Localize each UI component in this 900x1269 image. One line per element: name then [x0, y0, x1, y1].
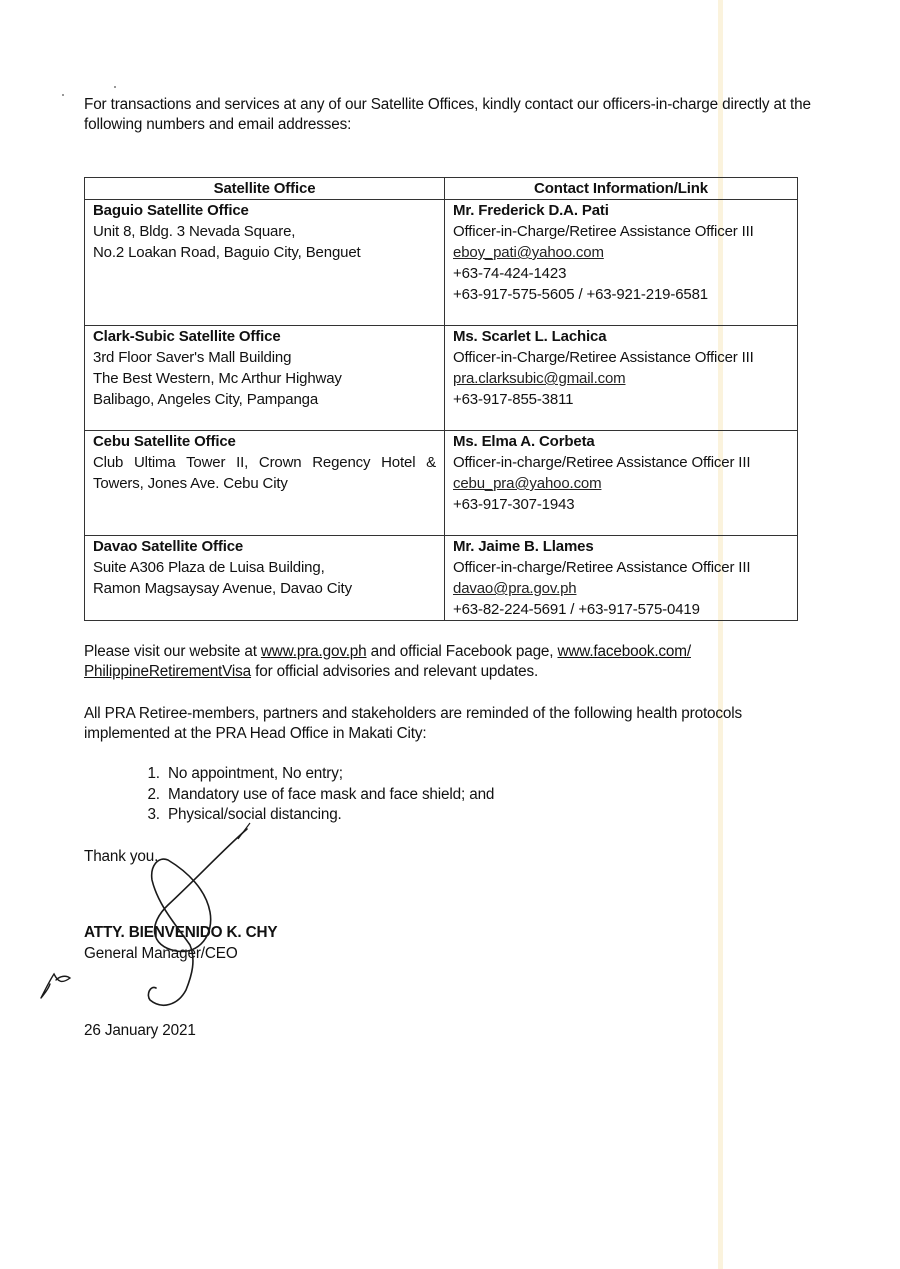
- contact-name: Ms. Scarlet L. Lachica: [453, 328, 607, 345]
- contact-email-link[interactable]: pra.clarksubic@gmail.com: [453, 370, 626, 387]
- office-name: Cebu Satellite Office: [93, 433, 236, 450]
- office-address: Club Ultima Tower II, Crown Regency Hotel & Towers, Jones Ave. Cebu City: [93, 454, 436, 492]
- website-suffix: for official advisories and relevant updates.: [251, 663, 539, 680]
- facebook-link-part2[interactable]: PhilippineRetirementVisa: [84, 663, 252, 680]
- office-address-line: The Best Western, Mc Arthur Highway: [93, 370, 342, 387]
- website-prefix: Please visit our website at: [84, 643, 261, 660]
- contact-name: Ms. Elma A. Corbeta: [453, 433, 595, 450]
- office-name: Clark-Subic Satellite Office: [93, 328, 281, 345]
- contact-email-link[interactable]: eboy_pati@yahoo.com: [453, 244, 604, 261]
- office-name: Baguio Satellite Office: [93, 202, 249, 219]
- list-item: 1. No appointment, No entry;: [164, 764, 494, 785]
- office-address-line: Unit 8, Bldg. 3 Nevada Square,: [93, 223, 296, 240]
- signer-name: ATTY. BIENVENIDO K. CHY: [84, 924, 278, 941]
- list-item: 2. Mandatory use of face mask and face shield; and: [164, 785, 494, 806]
- contact-phone: +63-82-224-5691 / +63-917-575-0419: [453, 601, 700, 618]
- office-address-line: No.2 Loakan Road, Baguio City, Benguet: [93, 244, 361, 261]
- contact-email-link[interactable]: cebu_pra@yahoo.com: [453, 475, 602, 492]
- header-satellite-office: Satellite Office: [85, 178, 445, 200]
- list-item: 3. Physical/social distancing.: [164, 805, 494, 826]
- contact-phone: +63-917-855-3811: [453, 391, 574, 408]
- contact-title: Officer-in-Charge/Retiree Assistance Officer III: [453, 349, 754, 366]
- office-address-line: Suite A306 Plaza de Luisa Building,: [93, 559, 325, 576]
- contact-name: Mr. Frederick D.A. Pati: [453, 202, 609, 219]
- office-address-line: 3rd Floor Saver's Mall Building: [93, 349, 292, 366]
- contact-name: Mr. Jaime B. Llames: [453, 538, 594, 555]
- contact-title: Officer-in-charge/Retiree Assistance Officer III: [453, 559, 751, 576]
- contact-phone: +63-917-307-1943: [453, 496, 575, 513]
- office-name: Davao Satellite Office: [93, 538, 244, 555]
- closing-thanks: Thank you.: [84, 848, 159, 865]
- signer-title: General Manager/CEO: [84, 945, 238, 962]
- reminder-paragraph: All PRA Retiree-members, partners and stakeholders are reminded of the following health protocols implemented at the PRA Head Office in Makati City:: [84, 705, 743, 742]
- facebook-link-part1[interactable]: www.facebook.com/: [557, 643, 691, 660]
- contact-title: Officer-in-charge/Retiree Assistance Officer III: [453, 454, 751, 471]
- letter-date: 26 January 2021: [84, 1022, 196, 1039]
- contact-phone: +63-74-424-1423: [453, 265, 567, 282]
- contact-email-link[interactable]: davao@pra.gov.ph: [453, 580, 577, 597]
- intro-paragraph: For transactions and services at any of our Satellite Offices, kindly contact our officers-in-charge directly at the following numbers and email addresses:: [84, 96, 811, 133]
- contact-title: Officer-in-Charge/Retiree Assistance Officer III: [453, 223, 754, 240]
- contact-phone: +63-917-575-5605 / +63-921-219-6581: [453, 286, 708, 303]
- office-address-line: Balibago, Angeles City, Pampanga: [93, 391, 319, 408]
- office-address-line: Ramon Magsaysay Avenue, Davao City: [93, 580, 352, 597]
- website-link[interactable]: www.pra.gov.ph: [260, 643, 367, 660]
- website-middle: and official Facebook page,: [366, 643, 558, 660]
- header-contact-information: Contact Information/Link: [445, 178, 798, 200]
